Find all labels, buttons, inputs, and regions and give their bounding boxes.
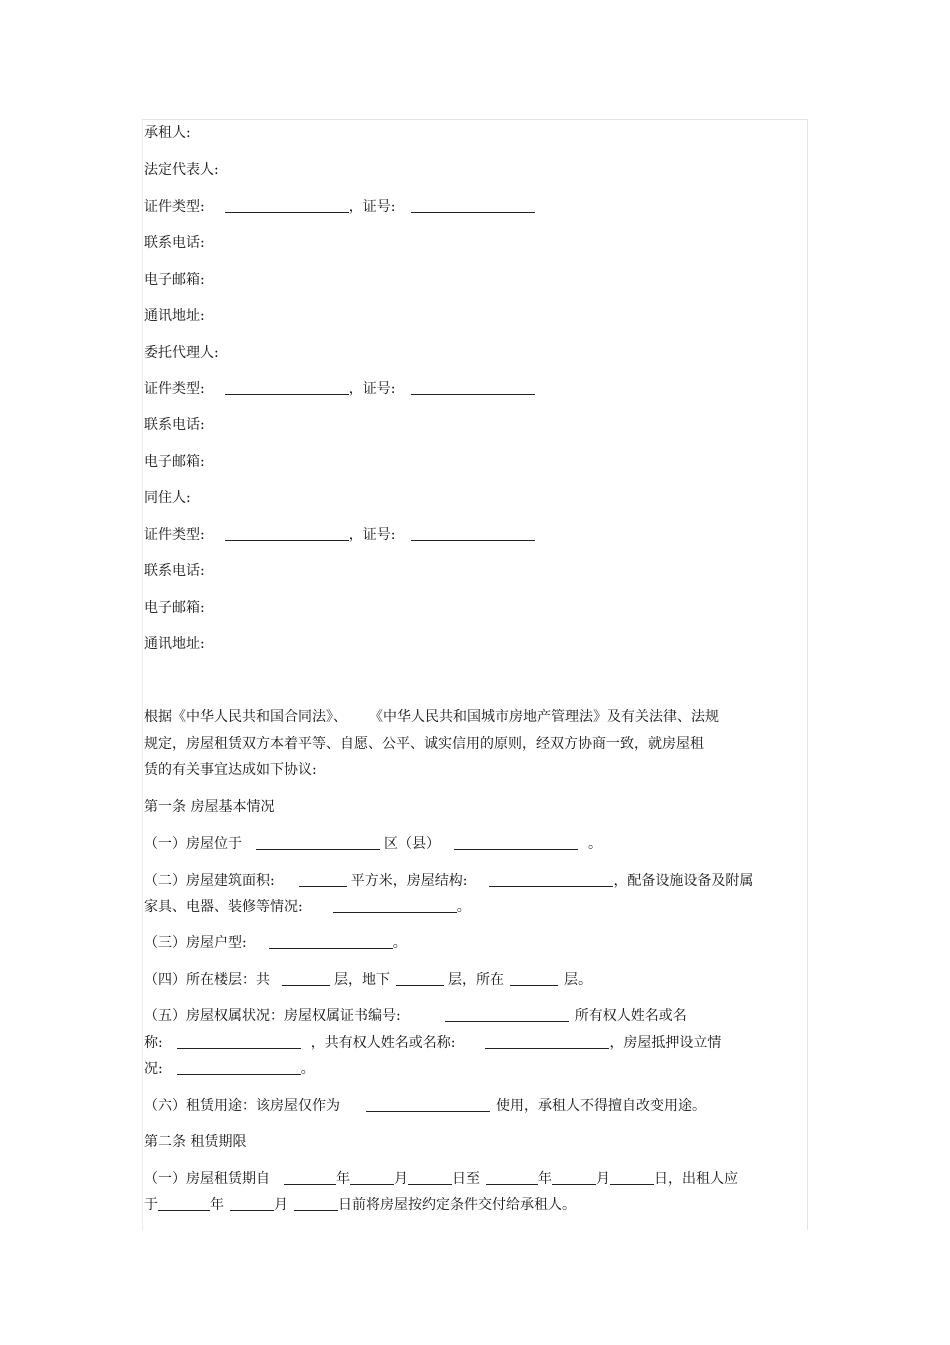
end-month-blank[interactable] (552, 1170, 596, 1185)
lessee-id-row (144, 197, 535, 217)
agent-id-row (144, 379, 535, 399)
lessee-phone-label: 联系电话: (144, 235, 205, 251)
cohabitant-address-label: 通讯地址: (144, 636, 205, 652)
article-2-item-1-cont: 于 年 月 日前将房屋按约定条件交付给承租人。 (144, 1197, 576, 1213)
article-1-item-2-cont: 家具、电器、装修等情况: 。 (144, 899, 471, 915)
id-type-label: 证件类型: (144, 199, 205, 215)
lessee-address-label: 通讯地址: (144, 308, 205, 324)
start-month-blank[interactable] (350, 1170, 394, 1185)
legal-rep-label: 法定代表人: (144, 162, 219, 178)
cohabitant-label: 同住人: (144, 490, 191, 506)
district-blank[interactable] (454, 835, 578, 850)
start-year-blank[interactable] (284, 1170, 336, 1185)
cohabitant-email-label: 电子邮箱: (144, 600, 205, 616)
id-no-blank[interactable] (411, 198, 535, 213)
article-2-title: 第二条 租赁期限 (144, 1134, 247, 1150)
basement-floors-blank[interactable] (396, 971, 444, 986)
cohabitant-phone-label: 联系电话: (144, 563, 205, 579)
floor-blank[interactable] (510, 971, 558, 986)
delivery-year-blank[interactable] (158, 1196, 210, 1211)
article-1-title: 第一条 房屋基本情况 (144, 799, 275, 815)
co-owner-name-blank[interactable] (485, 1034, 609, 1049)
usage-blank[interactable] (366, 1097, 490, 1112)
article-1-item-4: （四）所在楼层：共 层，地下 层，所在 层。 (144, 972, 592, 988)
id-no-label: ，证号: (348, 527, 396, 543)
delivery-month-blank[interactable] (230, 1196, 274, 1211)
preamble-line-2: 规定，房屋租赁双方本着平等、自愿、公平、诚实信用的原则，经双方协商一致，就房屋租 (144, 736, 704, 752)
area-blank[interactable] (299, 872, 347, 887)
id-no-label: ，证号: (348, 381, 396, 397)
lessee-email-label: 电子邮箱: (144, 272, 205, 288)
article-1-item-3: （三）房屋户型: 。 (144, 935, 407, 951)
article-1-item-1: （一）房屋位于 区（县） 。 (144, 836, 602, 852)
article-1-item-5-cont: 称: ，共有权人姓名或名称: ，房屋抵押设立情 (144, 1035, 722, 1051)
agent-email-label: 电子邮箱: (144, 454, 205, 470)
end-year-blank[interactable] (486, 1170, 538, 1185)
agent-phone-label: 联系电话: (144, 417, 205, 433)
agent-label: 委托代理人: (144, 345, 219, 361)
facilities-blank[interactable] (333, 898, 457, 913)
article-1-item-2: （二）房屋建筑面积: 平方米，房屋结构: ，配备设施设备及附属 (144, 873, 754, 889)
cohabitant-id-row (144, 525, 535, 545)
article-1-item-6: （六）租赁用途：该房屋仅作为 使用，承租人不得擅自改变用途。 (144, 1098, 706, 1114)
id-no-label: ，证号: (348, 199, 396, 215)
lessee-label: 承租人: (144, 125, 191, 141)
layout-blank[interactable] (269, 934, 393, 949)
article-2-item-1: （一）房屋租赁期自 年 月 日至 年 月 日，出租人应 (144, 1171, 738, 1187)
structure-blank[interactable] (489, 872, 613, 887)
location-blank[interactable] (256, 835, 380, 850)
id-type-blank[interactable] (225, 526, 349, 541)
owner-name-blank[interactable] (177, 1034, 301, 1049)
id-type-blank[interactable] (225, 380, 349, 395)
id-no-blank[interactable] (411, 526, 535, 541)
end-day-blank[interactable] (610, 1170, 654, 1185)
total-floors-blank[interactable] (282, 971, 330, 986)
delivery-day-blank[interactable] (294, 1196, 338, 1211)
preamble-line-1: 根据《中华人民共和国合同法》、 《中华人民共和国城市房地产管理法》及有关法律、法规 (144, 709, 719, 725)
id-no-blank[interactable] (411, 380, 535, 395)
start-day-blank[interactable] (408, 1170, 452, 1185)
article-1-item-5: （五）房屋权属状况：房屋权属证书编号: 所有权人姓名或名 (144, 1008, 687, 1024)
mortgage-blank[interactable] (177, 1060, 301, 1075)
id-type-label: 证件类型: (144, 381, 205, 397)
id-type-label: 证件类型: (144, 527, 205, 543)
article-1-item-5-cont-2: 况: 。 (144, 1061, 315, 1077)
id-type-blank[interactable] (225, 198, 349, 213)
certificate-no-blank[interactable] (445, 1007, 569, 1022)
preamble-line-3: 赁的有关事宜达成如下协议: (144, 762, 317, 778)
